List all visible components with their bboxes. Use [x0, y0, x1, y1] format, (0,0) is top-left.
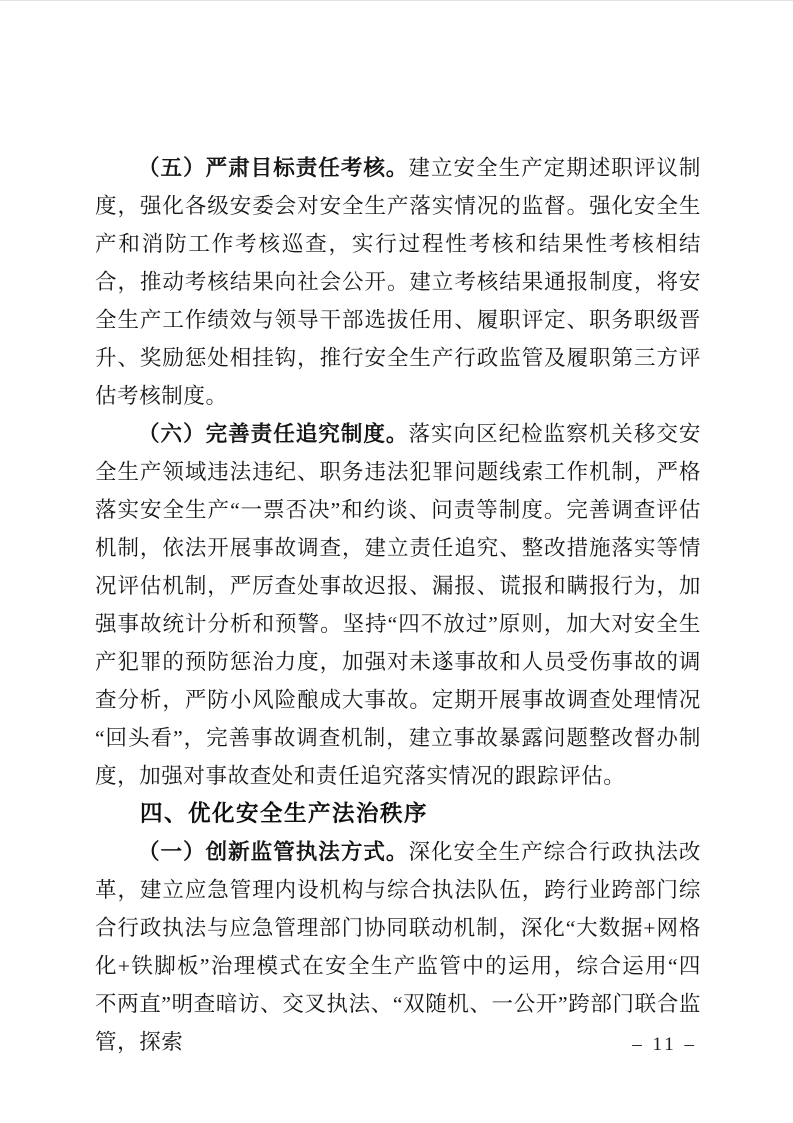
paragraph-lead: （一）创新监管执法方式。: [138, 840, 409, 864]
paragraph-lead: （五）严肃目标责任考核。: [138, 156, 409, 180]
paragraph: [95, 415, 701, 795]
paragraph-lead: （六）完善责任追究制度。: [138, 422, 409, 446]
document-content: [95, 149, 701, 1061]
paragraph-text: 深化安全生产综合行政执法改革，建立应急管理内设机构与综合执法队伍，跨行业跨部门综合行政执法与应急管理部门协同联动机制，深化“大数据+网格化+铁脚板”治理模式在安全生产监管中的运用，综合运用“四不两直”明查暗访、交叉执法、“双随机、一公开”跨部门联合监管，探索: [95, 840, 701, 1054]
page-number: – 11 –: [632, 1034, 697, 1055]
paragraph: [95, 149, 701, 415]
paragraph-text: 落实向区纪检监察机关移交安全生产领域违法违纪、职务违法犯罪问题线索工作机制，严格落实安全生产“一票否决”和约谈、问责等制度。完善调查评估机制，依法开展事故调查，建立责任追究、整改措施落实等情况评估机制，严厉查处事故迟报、漏报、谎报和瞒报行为，加强事故统计分析和预警。坚持“四不放过”原则，加大对安全生产犯罪的预防惩治力度，加强对未遂事故和人员受伤事故的调查分析，严防小风险酿成大事故。定期开展事故调查处理情况“回头看”，完善事故调查机制，建立事故暴露问题整改督办制度，加强对事故查处和责任追究落实情况的跟踪评估。: [95, 422, 701, 788]
paragraph-text: 建立安全生产定期述职评议制度，强化各级安委会对安全生产落实情况的监督。强化安全生产和消防工作考核巡查，实行过程性考核和结果性考核相结合，推动考核结果向社会公开。建立考核结果通报制度，将安全生产工作绩效与领导干部选拔任用、履职评定、职务职级晋升、奖励惩处相挂钩，推行安全生产行政监管及履职第三方评估考核制度。: [95, 156, 701, 408]
paragraph: [95, 833, 701, 1061]
section-heading: 四、优化安全生产法治秩序: [140, 801, 429, 826]
